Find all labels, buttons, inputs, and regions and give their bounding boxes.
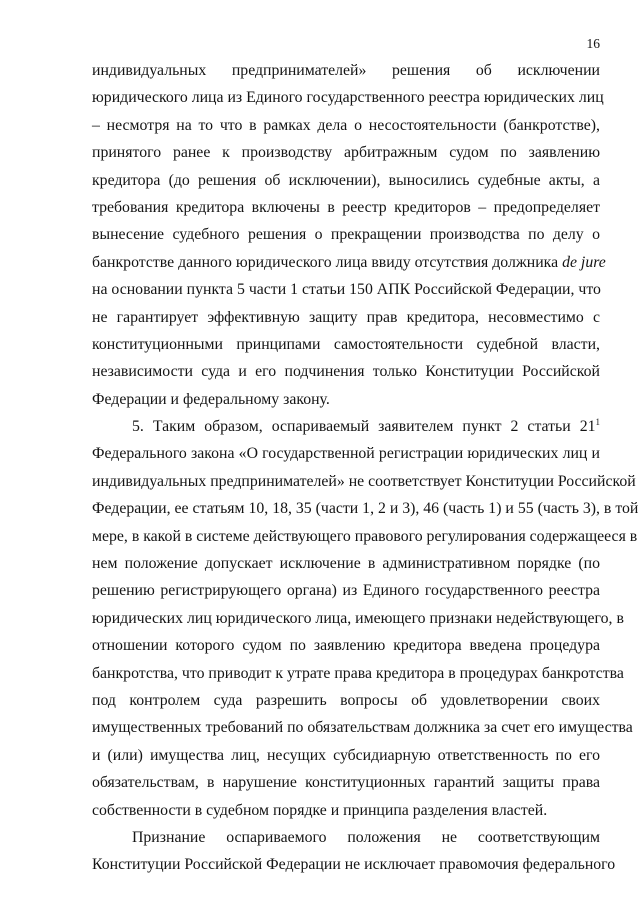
- paragraph-2-line: отношении которого судом по заявлению кредитора введена процедура: [92, 637, 600, 655]
- paragraph-2-line: мере, в какой в системе действующего правового регулирования содержащееся в: [92, 527, 638, 545]
- paragraph-1-line: юридического лица из Единого государственного реестра юридических лиц: [92, 89, 604, 107]
- paragraph-2-line: индивидуальных предпринимателей» не соответствует Конституции Российской: [92, 472, 636, 490]
- paragraph-1-line: независимости суда и его подчинения только Конституции Российской: [92, 363, 600, 381]
- paragraph-2-line: Федерального закона «О государственной регистрации юридических лиц и: [92, 445, 600, 463]
- paragraph-1-line: принятого ранее к производству арбитражным судом по заявлению: [92, 144, 600, 162]
- paragraph-1-line: кредитора (до решения об исключении), выносились судебные акты, а: [92, 171, 600, 189]
- line-text: банкротстве данного юридического лица ввиду отсутствия должника: [92, 253, 563, 271]
- paragraph-1-line: конституционными принципами самостоятельности судебной власти,: [92, 335, 600, 353]
- paragraph-1-line: индивидуальных предпринимателей» решения об исключении: [92, 62, 600, 79]
- paragraph-2-line: собственности в судебном порядке и принципа разделения властей.: [92, 801, 548, 819]
- line-text: 5. Таким образом, оспариваемый заявителем пункт 2 статьи 21: [132, 418, 596, 436]
- paragraph-2-line: решению регистрирующего органа) из Единого государственного реестра: [92, 582, 600, 600]
- page-number: 16: [586, 36, 600, 51]
- document-body: [92, 57, 639, 879]
- paragraph-1-line: – несмотря на то что в рамках дела о несостоятельности (банкротстве),: [92, 116, 600, 134]
- paragraph-2-line: Федерации, ее статьям 10, 18, 35 (части 1, 2 и 3), 46 (часть 1) и 55 (часть 3), в той: [92, 500, 639, 518]
- superscript: 1: [595, 417, 600, 428]
- italic-term: de jure: [562, 253, 606, 271]
- paragraph-1-line: не гарантирует эффективную защиту прав кредитора, несовместимо с: [92, 308, 600, 326]
- paragraph-1-line: на основании пункта 5 части 1 статьи 150 АПК Российской Федерации, что: [92, 281, 601, 299]
- paragraph-1-line: [92, 249, 606, 276]
- paragraph-3-line: Признание оспариваемого положения не соответствующим: [132, 828, 600, 846]
- paragraph-2-line: и (или) имущества лиц, несущих субсидиарную ответственность по его: [92, 746, 600, 764]
- paragraph-2-line: [92, 413, 600, 440]
- paragraph-2-line: имущественных требований по обязательствам должника за счет его имущества: [92, 719, 633, 737]
- paragraph-3-line: Конституции Российской Федерации не исключает правомочия федерального: [92, 856, 616, 874]
- paragraph-2-line: юридических лиц юридического лица, имеющего признаки недействующего, в: [92, 609, 624, 627]
- paragraph-2-line: банкротства, что приводит к утрате права кредитора в процедурах банкротства: [92, 664, 624, 682]
- paragraph-1-line: Федерации и федеральному закону.: [92, 390, 330, 408]
- paragraph-2-line: под контролем суда разрешить вопросы об удовлетворении своих: [92, 691, 600, 709]
- paragraph-1-line: требования кредитора включены в реестр кредиторов – предопределяет: [92, 198, 600, 216]
- paragraph-2-line: нем положение допускает исключение в административном порядке (по: [92, 555, 600, 573]
- paragraph-1-line: вынесение судебного решения о прекращении производства по делу о: [92, 226, 600, 244]
- paragraph-2-line: обязательствам, в нарушение конституционных гарантий защиты права: [92, 774, 600, 792]
